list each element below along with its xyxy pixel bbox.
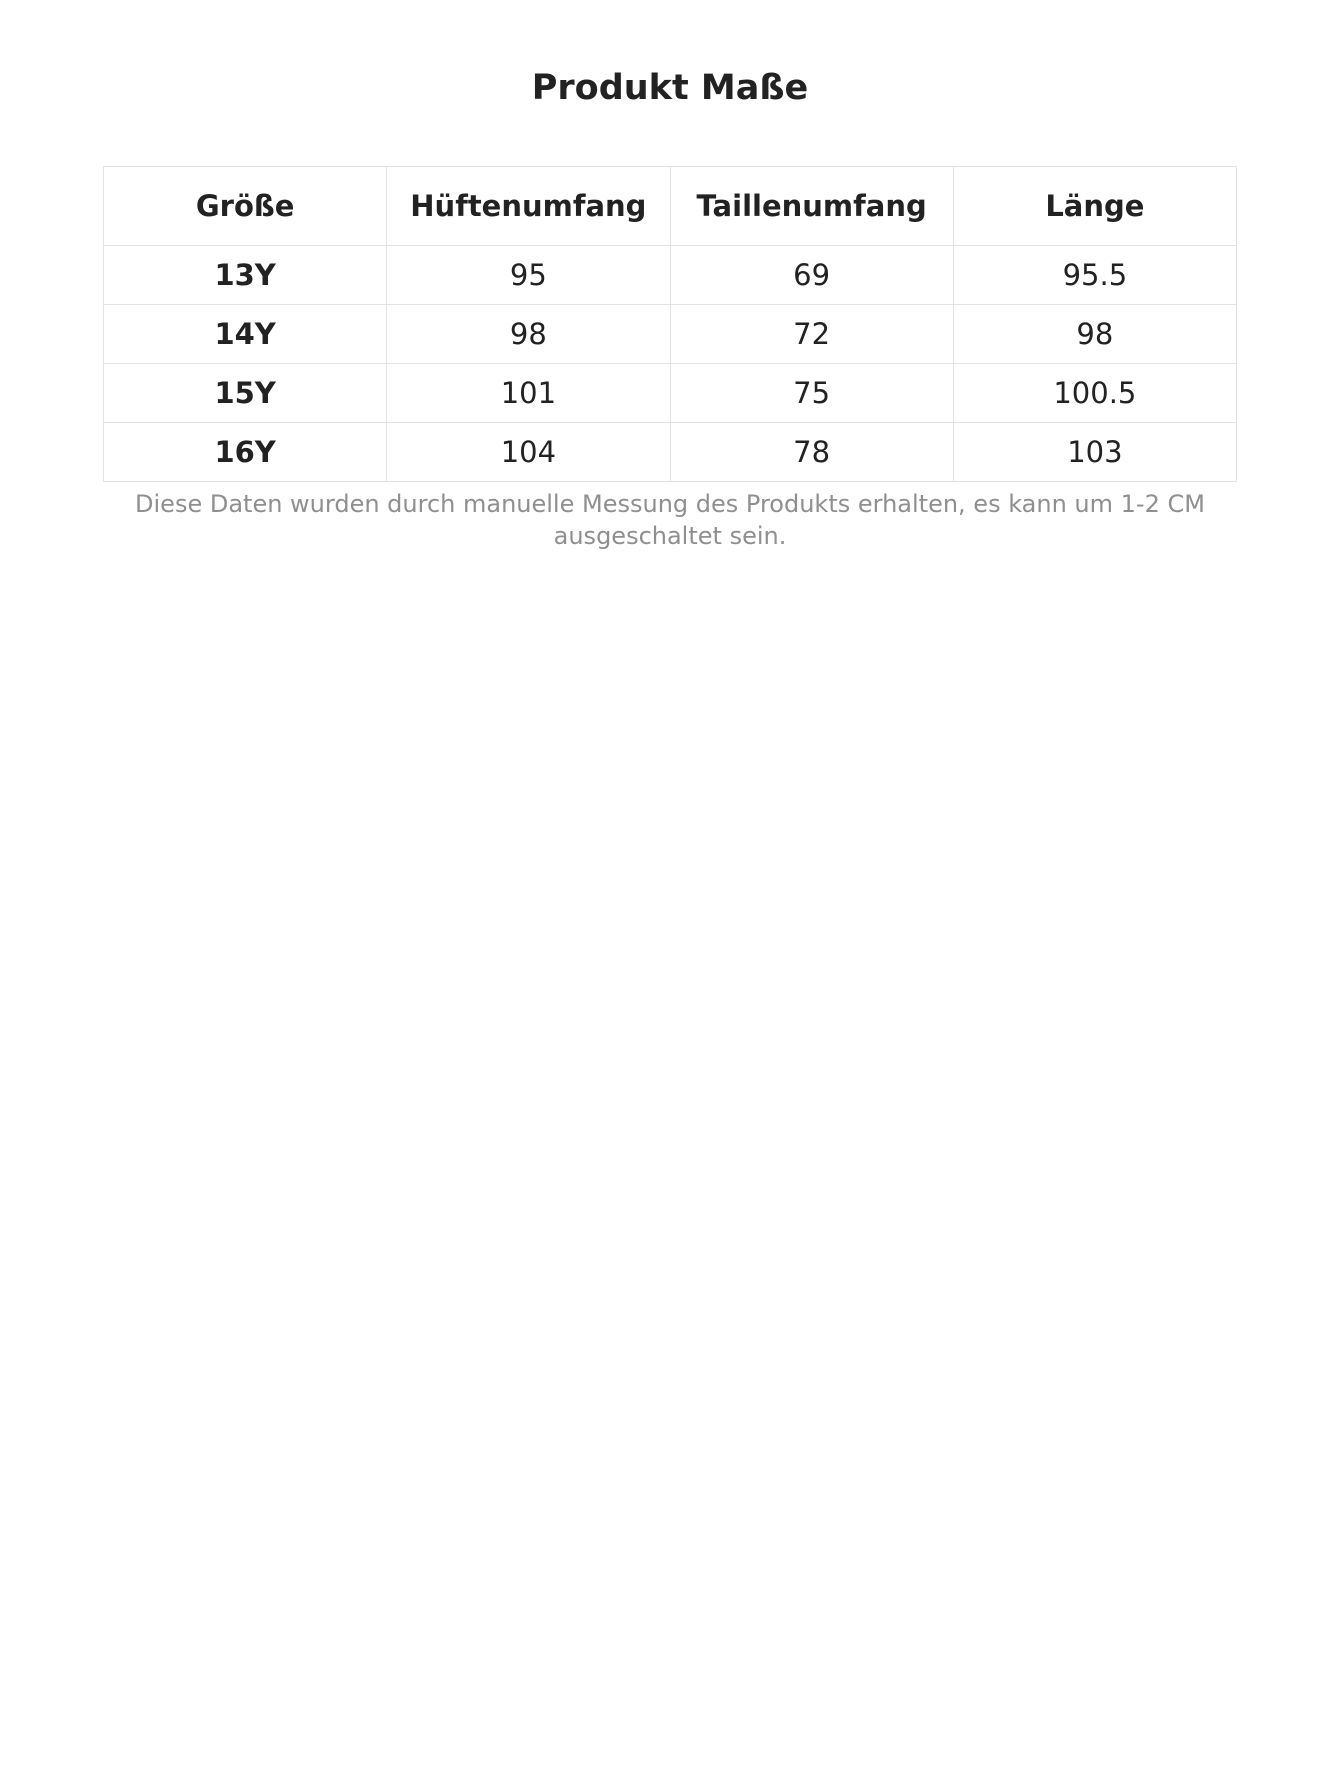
table-row (104, 305, 1237, 364)
size-table (103, 166, 1237, 482)
waist-cell: 69 (670, 246, 953, 305)
length-cell: 100.5 (953, 364, 1236, 423)
size-cell: 14Y (104, 305, 387, 364)
page-title: Produkt Maße (531, 68, 809, 108)
measurement-footnote: Diese Daten wurden durch manuelle Messung des Produkts erhalten, es kann um 1-2 CM ausgeschaltet sein. (135, 490, 1205, 550)
table-header (104, 167, 1237, 246)
header-size: Größe (104, 167, 387, 246)
length-cell: 103 (953, 423, 1236, 482)
table-row (104, 423, 1237, 482)
header-hip: Hüftenumfang (387, 167, 670, 246)
waist-cell: 75 (670, 364, 953, 423)
waist-cell: 78 (670, 423, 953, 482)
table-row (104, 364, 1237, 423)
size-cell: 16Y (104, 423, 387, 482)
hip-cell: 101 (387, 364, 670, 423)
waist-cell: 72 (670, 305, 953, 364)
hip-cell: 95 (387, 246, 670, 305)
size-cell: 15Y (104, 364, 387, 423)
length-cell: 95.5 (953, 246, 1236, 305)
header-row (104, 167, 1237, 246)
header-waist: Taillenumfang (670, 167, 953, 246)
length-cell: 98 (953, 305, 1236, 364)
table-row (104, 246, 1237, 305)
header-length: Länge (953, 167, 1236, 246)
hip-cell: 98 (387, 305, 670, 364)
hip-cell: 104 (387, 423, 670, 482)
size-cell: 13Y (104, 246, 387, 305)
table-body (104, 246, 1237, 482)
